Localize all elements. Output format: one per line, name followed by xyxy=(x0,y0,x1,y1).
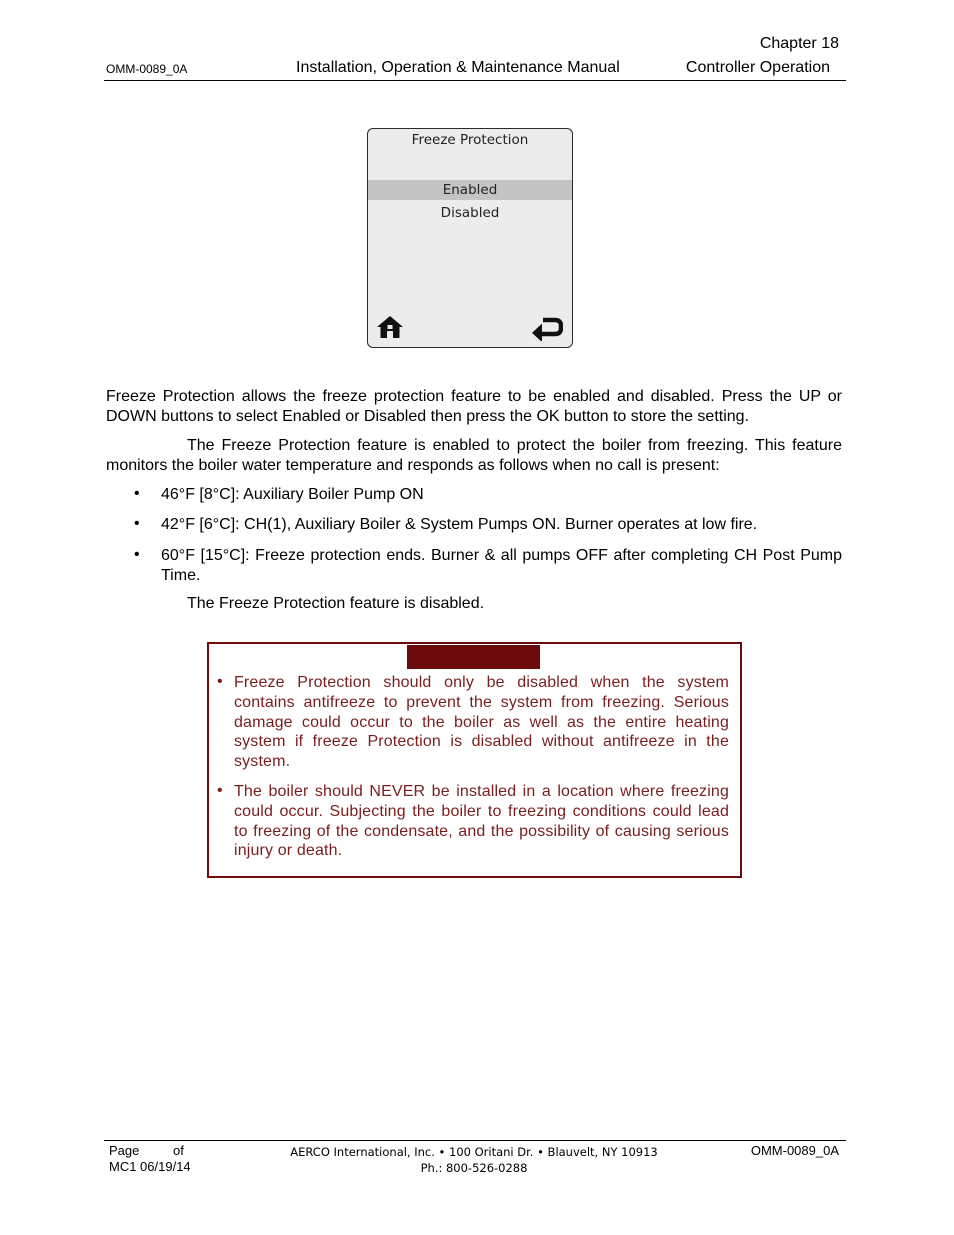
screen-title: Freeze Protection xyxy=(411,132,529,148)
intro-paragraph: Freeze Protection allows the freeze protection feature to be enabled and disabled. Press the UP or DOWN buttons to select Enabled or Disabled then press the OK button to store the setting. xyxy=(106,388,842,425)
footer-phone: Ph.: 800-526-0288 xyxy=(420,1161,528,1175)
footer-divider xyxy=(104,1140,846,1141)
bullet-marker: • xyxy=(134,485,140,502)
manual-title: Installation, Operation & Maintenance Manual xyxy=(296,59,620,76)
caution-bullet-marker: • xyxy=(217,673,223,690)
footer-company-address: AERCO International, Inc. • 100 Oritani Dr. • Blauvelt, NY 10913 xyxy=(290,1145,658,1159)
home-icon[interactable] xyxy=(376,315,404,339)
caution-item: The boiler should NEVER be installed in a location where freezing could occur. Subjecting the boiler to freezing conditions could lead to freezing of the condensate, and the possibility of causing serious injury or death. xyxy=(234,783,729,860)
header-divider xyxy=(104,80,846,81)
bullet-item: 42°F [6°C]: CH(1), Auxiliary Boiler & System Pumps ON. Burner operates at low fire. xyxy=(161,516,758,533)
disabled-description: The Freeze Protection feature is disabled. xyxy=(187,595,485,612)
section-title: Controller Operation xyxy=(685,59,830,76)
footer-revision: MC1 06/19/14 xyxy=(109,1159,191,1174)
controller-screen xyxy=(367,128,573,348)
header-doc-number: OMM-0089_0A xyxy=(106,62,188,76)
screen-option-enabled[interactable]: Enabled xyxy=(368,180,572,200)
enabled-description: The Freeze Protection feature is enabled to protect the boiler from freezing. This feature monitors the boiler water temperature and responds as follows when no call is present: xyxy=(106,437,842,474)
bullet-item: 46°F [8°C]: Auxiliary Boiler Pump ON xyxy=(161,486,424,503)
caution-item: Freeze Protection should only be disabled when the system contains antifreeze to prevent the system from freezing. Serious damage could occur to the boiler as well as the entire heating system if freeze Protection is disabled without antifreeze in the system. xyxy=(234,674,729,771)
bullet-marker: • xyxy=(134,546,140,563)
back-icon[interactable] xyxy=(531,315,563,341)
chapter-label: Chapter 18 xyxy=(759,35,839,52)
bullet-item: 60°F [15°C]: Freeze protection ends. Burner & all pumps OFF after completing CH Post Pump Time. xyxy=(161,547,842,584)
caution-banner xyxy=(407,645,540,669)
footer-doc-number: OMM-0089_0A xyxy=(750,1143,839,1158)
caution-bullet-marker: • xyxy=(217,782,223,799)
footer-of-label: of xyxy=(173,1143,184,1158)
footer-page-label: Page xyxy=(109,1143,140,1158)
bullet-marker: • xyxy=(134,515,140,532)
screen-option-disabled[interactable]: Disabled xyxy=(440,205,500,221)
